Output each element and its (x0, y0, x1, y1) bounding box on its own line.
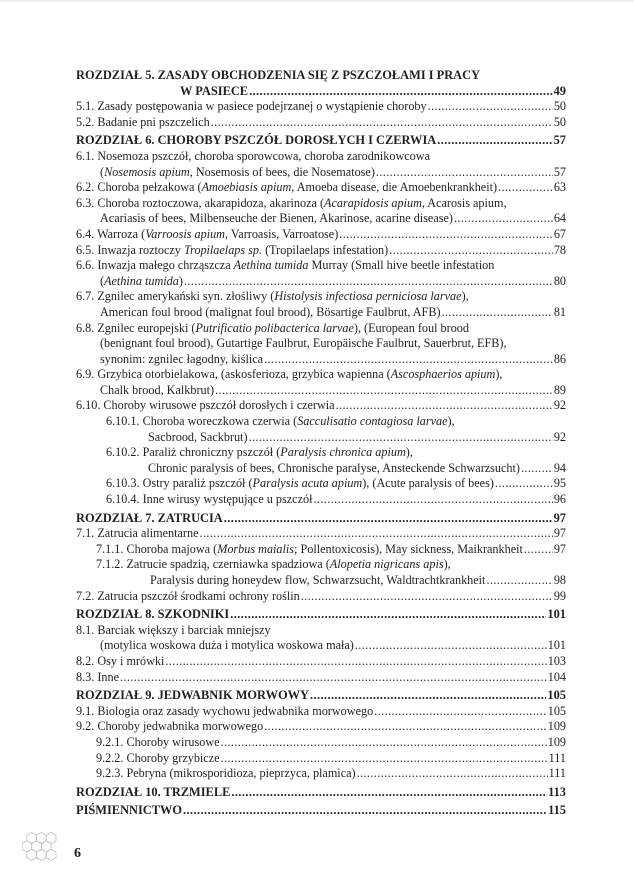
toc-entry-line (76, 274, 566, 290)
dot-leader (389, 243, 553, 259)
toc-entry-line (96, 766, 566, 782)
dot-leader (355, 638, 547, 654)
toc-page-number: 92 (553, 398, 566, 413)
toc-entry-title: American foul brood (malignat foul brood), Bösartige Faulbrut, AFB) (100, 304, 441, 319)
toc-section[interactable] (76, 149, 566, 180)
dot-leader (221, 751, 548, 767)
toc-page-number: 50 (553, 114, 566, 129)
page-number: 6 (74, 846, 81, 861)
toc-entry-title: 6.5. Inwazja roztoczy Tropilaelaps sp. (Tropilaelaps infestation) (76, 242, 389, 257)
toc-entry-line (76, 526, 566, 542)
toc-entry-line (76, 398, 566, 414)
toc-subsection[interactable] (76, 476, 566, 492)
toc-page-number: 96 (553, 492, 566, 507)
toc-entry-title: ROZDZIAŁ 9. JEDWABNIK MORWOWY (76, 688, 309, 703)
toc-entry-line (76, 84, 566, 100)
toc-entry-line (76, 352, 566, 368)
toc-page-number: 103 (547, 653, 566, 668)
toc-page-number: 97 (553, 526, 566, 541)
toc-page-number: 101 (547, 638, 566, 653)
toc-entry-line (106, 445, 566, 461)
toc-entry-line (76, 623, 566, 639)
toc-entry-title: ROZDZIAŁ 6. CHOROBY PSZCZÓŁ DOROSŁYCH I CZERWIA (76, 133, 437, 148)
toc-entry-line (76, 704, 566, 720)
toc-entry-title: 6.4. Warroza (Varroosis apium, Varroasis, Varroatose) (76, 226, 339, 241)
dot-leader (264, 352, 553, 368)
dot-leader (486, 573, 552, 589)
toc-section[interactable] (76, 258, 566, 289)
dot-leader (231, 785, 547, 801)
dot-leader (454, 211, 553, 227)
toc-section[interactable] (76, 719, 566, 735)
dot-leader (183, 803, 547, 819)
toc-section[interactable] (76, 398, 566, 414)
page-footer (22, 831, 81, 871)
toc-section[interactable] (76, 654, 566, 670)
toc-entry-line (76, 115, 566, 131)
toc-entry-line (76, 211, 566, 227)
dot-leader (336, 398, 553, 414)
toc-entry-line (106, 461, 566, 477)
toc-entry-line (76, 367, 566, 383)
toc-chapter[interactable] (76, 803, 566, 819)
toc-entry-title: (benignant foul brood), Gutartige Faulbrut, Europäische Faulbrut, Sauerbrut, EFB), (100, 336, 507, 351)
toc-page-number: 105 (547, 688, 566, 703)
toc-page-number: 78 (553, 242, 566, 257)
toc-entry-title: 9.2.1. Choroby wirusowe (96, 734, 220, 749)
toc-entry-line (76, 719, 566, 735)
toc-page-number: 113 (548, 784, 566, 799)
toc-entry-line (106, 430, 566, 446)
dot-leader (437, 133, 552, 149)
toc-page-number: 99 (553, 588, 566, 603)
toc-entry-line (76, 803, 566, 819)
toc-entry-title: 9.2.2. Choroby grzybicze (96, 750, 220, 765)
toc-entry-title: 9.1. Biologia oraz zasady wychowu jedwabnika morwowego (76, 703, 374, 718)
toc-subsection[interactable] (76, 557, 566, 588)
toc-entry-title: PIŚMIENNICTWO (76, 803, 183, 818)
toc-entry-line (76, 670, 566, 686)
toc-page-number: 97 (553, 541, 566, 556)
toc-entry-line (76, 99, 566, 115)
toc-page-number: 86 (553, 351, 566, 366)
toc-entry-line (76, 383, 566, 399)
dot-leader (339, 227, 553, 243)
table-of-contents (76, 68, 566, 819)
dot-leader (301, 589, 553, 605)
toc-section[interactable] (76, 196, 566, 227)
toc-entry-title: 9.2.3. Pebryna (mikrosporidioza, pieprzyca, plamica) (96, 766, 356, 781)
toc-entry-line (76, 243, 566, 259)
toc-entry-title: 7.2. Zatrucia pszczół środkami ochrony roślin (76, 588, 300, 603)
toc-entry-line (106, 476, 566, 492)
toc-entry-title: 8.3. Inne (76, 669, 119, 684)
toc-page-number: 109 (547, 719, 566, 734)
toc-entry-line (76, 258, 566, 274)
honeycomb-cell (46, 849, 56, 860)
toc-entry-line (76, 133, 566, 149)
toc-entry-title: (Nosemosis apium, Nosemosis of bees, die Nosematose) (100, 164, 375, 179)
toc-chapter[interactable] (76, 785, 566, 801)
dot-leader (357, 766, 548, 782)
toc-subsection[interactable] (76, 445, 566, 476)
toc-entry-line (76, 336, 566, 352)
toc-subsection[interactable] (76, 735, 566, 751)
toc-chapter[interactable] (76, 688, 566, 704)
toc-page-number: 57 (553, 164, 566, 179)
toc-entry-line (96, 735, 566, 751)
dot-leader (249, 84, 553, 100)
toc-subsection[interactable] (76, 414, 566, 445)
toc-entry-title: 6.9. Grzybica otorbielakowa, (askosferioza, grzybica wapienna (Ascosphaerios apium), (76, 367, 503, 382)
dot-leader (224, 511, 553, 527)
toc-entry-title: 5.1. Zasady postępowania w pasiece podejrzanej o wystąpienie choroby (76, 99, 427, 114)
toc-entry-title: synonim: zgnilec łagodny, kiślica (100, 351, 264, 366)
toc-entry-title: ROZDZIAŁ 8. SZKODNIKI (76, 607, 230, 622)
toc-page-number: 94 (553, 460, 566, 475)
toc-entry-title: Acariasis of bees, Milbenseuche der Bienen, Akarinose, acarine disease) (100, 211, 453, 226)
toc-entry-title: 6.10.1. Choroba woreczkowa czerwia (Sacculisatio contagiosa larvae), (106, 414, 455, 429)
toc-entry-title: 8.2. Osy i mrówki (76, 653, 165, 668)
toc-entry-line (76, 196, 566, 212)
toc-entry-line (96, 542, 566, 558)
dot-leader (211, 115, 553, 131)
toc-section[interactable] (76, 704, 566, 720)
toc-entry-title: (Aethina tumida) (100, 273, 183, 288)
toc-entry-title: 7.1. Zatrucia alimentarne (76, 526, 199, 541)
toc-entry-line (76, 654, 566, 670)
toc-page-number: 63 (553, 180, 566, 195)
toc-entry-title: Chronic paralysis of bees, Chronische paralyse, Ansteckende Schwarzsucht) (148, 460, 520, 475)
toc-entry-line (106, 492, 566, 508)
dot-leader (120, 670, 547, 686)
toc-entry-line (76, 289, 566, 305)
toc-subsection[interactable] (76, 766, 566, 782)
toc-entry-title: 6.8. Zgnilec europejski (Putrificatio polibacterica larvae), (European foul brood (76, 320, 469, 335)
toc-entry-title: (motylica woskowa duża i motylica woskowa mała) (100, 638, 354, 653)
toc-entry-title: 8.1. Barciak większy i barciak mniejszy (76, 622, 271, 637)
toc-entry-line (76, 511, 566, 527)
toc-entry-title: W PASIECE (180, 83, 249, 98)
toc-page-number: 109 (547, 734, 566, 749)
toc-entry-title: ROZDZIAŁ 7. ZATRUCIA (76, 510, 223, 525)
toc-entry-title: 6.1. Nosemoza pszczół, choroba sporowcowa, choroba zarodnikowcowa (76, 148, 430, 163)
toc-entry-title: Chalk brood, Kalkbrut) (100, 382, 215, 397)
toc-entry-line (76, 165, 566, 181)
toc-subsection[interactable] (76, 542, 566, 558)
toc-section[interactable] (76, 670, 566, 686)
toc-entry-line (106, 414, 566, 430)
toc-page-number: 101 (547, 607, 566, 622)
toc-entry-title: 6.10.2. Paraliż chroniczny pszczół (Paralysis chronica apium), (106, 445, 413, 460)
dot-leader (221, 735, 547, 751)
honeycomb-cell (27, 849, 37, 860)
toc-section[interactable] (76, 227, 566, 243)
dot-leader (200, 526, 553, 542)
toc-section[interactable] (76, 321, 566, 368)
toc-entry-title: 5.2. Badanie pni pszczelich (76, 114, 210, 129)
toc-subsection[interactable] (76, 751, 566, 767)
toc-page-number: 111 (548, 750, 566, 765)
toc-entry-title: 9.2. Choroby jedwabnika morwowego (76, 719, 264, 734)
toc-chapter[interactable] (76, 68, 566, 99)
dot-leader (428, 99, 553, 115)
toc-page-number: 98 (553, 573, 566, 587)
toc-page-number: 67 (553, 226, 566, 241)
dot-leader (524, 542, 553, 558)
toc-entry-title: 6.2. Choroba pełzakowa (Amoebiasis apium, Amoeba disease, die Amoebenkrankheit) (76, 180, 498, 195)
toc-entry-line (96, 573, 566, 589)
toc-page-number: 105 (547, 703, 566, 718)
toc-page-number: 97 (553, 510, 566, 525)
toc-entry-line (76, 321, 566, 337)
toc-entry-title: 6.7. Zgnilec amerykański syn. złośliwy (Histolysis infectiosa perniciosa larvae), (76, 289, 469, 304)
toc-entry-line (76, 305, 566, 321)
toc-subsection[interactable] (76, 492, 566, 508)
page-top-edge (0, 0, 634, 3)
toc-entry-title: 7.1.1. Choroba majowa (Morbus maialis; Pollentoxicosis), May sickness, Maikrankheit (96, 541, 523, 556)
dot-leader (249, 430, 553, 446)
dot-leader (442, 305, 553, 321)
toc-section[interactable] (76, 180, 566, 196)
toc-entry-title: 6.6. Inwazja małego chrząszcza Aethina tumida Murray (Small hive beetle infestation (76, 258, 495, 273)
toc-entry-title: 6.3. Choroba roztoczowa, akarapidoza, akarinoza (Acarapidosis apium, Acarosis apium, (76, 195, 507, 210)
toc-entry-line (76, 149, 566, 165)
toc-entry-line (76, 227, 566, 243)
honeycomb-cell (37, 849, 47, 860)
toc-entry-line (76, 589, 566, 605)
dot-leader (374, 704, 547, 720)
toc-section[interactable] (76, 243, 566, 259)
honeycomb-icon (22, 831, 68, 871)
toc-entry-title: ROZDZIAŁ 5. ZASADY OBCHODZENIA SIĘ Z PSZCZOŁAMI I PRACY (76, 68, 481, 82)
toc-entry-line (96, 557, 566, 573)
dot-leader (165, 654, 546, 670)
toc-page-number: 95 (553, 476, 566, 491)
toc-page-number: 111 (548, 766, 566, 781)
dot-leader (376, 165, 553, 181)
toc-entry-title: 6.10.4. Inne wirusy występujące u pszczół (106, 492, 313, 507)
dot-leader (264, 719, 547, 735)
dot-leader (230, 607, 546, 623)
toc-chapter[interactable] (76, 607, 566, 623)
toc-chapter[interactable] (76, 133, 566, 149)
toc-page-number: 104 (547, 669, 566, 684)
toc-page-number: 115 (548, 803, 566, 818)
toc-page-number: 57 (553, 133, 566, 148)
dot-leader (495, 476, 553, 492)
toc-page-number: 50 (553, 99, 566, 114)
toc-page-number: 80 (553, 273, 566, 288)
toc-entry-line (76, 607, 566, 623)
dot-leader (184, 274, 553, 290)
toc-section[interactable] (76, 589, 566, 605)
toc-entry-line (96, 751, 566, 767)
toc-entry-title: Paralysis during honeydew flow, Schwarzsucht, Waldtrachtkrankheit (150, 573, 486, 587)
toc-entry-title: 6.10.3. Ostry paraliż pszczół (Paralysis acuta apium), (Acute paralysis of bees) (106, 476, 494, 491)
toc-section[interactable] (76, 289, 566, 320)
toc-entry-line (76, 785, 566, 801)
dot-leader (498, 180, 553, 196)
dot-leader (310, 688, 546, 704)
toc-page-number: 89 (553, 382, 566, 397)
toc-section[interactable] (76, 99, 566, 115)
toc-entry-title: Sacbrood, Sackbrut) (148, 429, 248, 444)
toc-page-number: 81 (553, 304, 566, 319)
toc-entry-line (76, 688, 566, 704)
toc-entry-line (76, 180, 566, 196)
dot-leader (215, 383, 553, 399)
toc-page-number: 49 (553, 83, 566, 98)
toc-entry-line (76, 638, 566, 654)
toc-page-number: 64 (553, 211, 566, 226)
toc-entry-line (76, 68, 566, 84)
toc-entry-title: ROZDZIAŁ 10. TRZMIELE (76, 784, 231, 799)
toc-section[interactable] (76, 526, 566, 542)
toc-section[interactable] (76, 115, 566, 131)
toc-section[interactable] (76, 367, 566, 398)
toc-entry-title: 6.10. Choroby wirusowe pszczół dorosłych i czerwia (76, 398, 335, 413)
dot-leader (313, 492, 552, 508)
toc-page-number: 92 (553, 429, 566, 444)
toc-entry-title: 7.1.2. Zatrucie spadzią, czerniawka spadziowa (Alopetia nigricans apis), (96, 557, 451, 572)
toc-section[interactable] (76, 623, 566, 654)
toc-chapter[interactable] (76, 511, 566, 527)
dot-leader (521, 461, 553, 477)
